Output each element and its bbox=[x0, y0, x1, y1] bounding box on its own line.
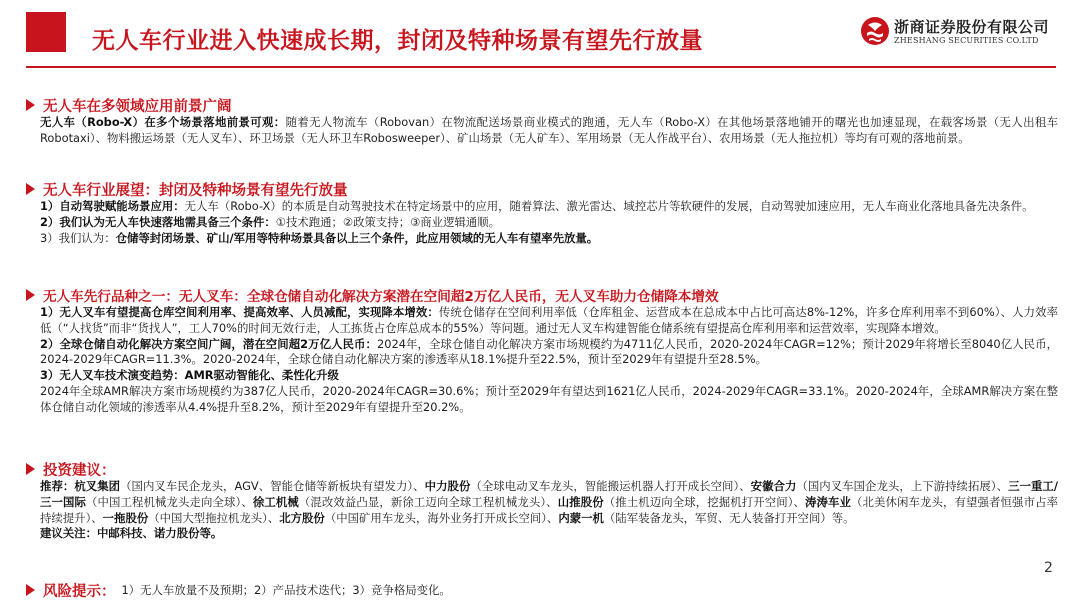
paragraph: 1）自动驾驶赋能场景应用：无人车（Robo-X）的本质是自动驾驶技术在特定场景中的应用，随着算法、激光雷达、域控芯片等软硬件的发展，自动驾驶加速应用，无人车商业化落地具备先决条件。 bbox=[40, 199, 1034, 213]
section-unmanned-forklift bbox=[24, 285, 1064, 416]
paragraph: 2）我们认为无人车快速落地需具备三个条件：①技术跑通；②政策支持；③商业逻辑通顺。 bbox=[40, 214, 501, 229]
section-risk-warning bbox=[24, 580, 1064, 600]
company-logo bbox=[860, 14, 1060, 52]
section-heading: 无人车先行品种之一：无人叉车：全球仓储自动化解决方案潜在空间超2万亿人民币，无人叉车助力仓储降本增效 bbox=[24, 285, 1064, 305]
paragraph-watchlist: 建议关注：中邮科技、诺力股份等。 bbox=[40, 526, 223, 541]
paragraph: 2024年全球AMR解决方案市场规模约为387亿人民币，2020-2024年CAGR=30.6%；预计至2029年有望达到1621亿人民币，2024-2029年CAGR=33.1%。2020-2024年，全球AMR解决方案在整体仓储自动化领域的渗透率从4.4%提升至8.2%，预计至2029年有望提升至20.2%。 bbox=[40, 383, 1058, 414]
paragraph: 3）无人叉车技术演变趋势：AMR驱动智能化、柔性化升级 bbox=[40, 368, 339, 383]
paragraph: 无人车（Robo-X）在多个场景落地前景可观：随着无人物流车（Robovan）在物流配送场景商业模式的跑通，无人车（Robo-X）在其他场景落地铺开的曙光也加速显现，在载客场景（无人出租车Robotaxi）、物料搬运场景（无人叉车）、环卫场景（无人环卫车Robosweeper）、矿山场景（无人矿车）、军用场景（无人作战平台）、农用场景（无人拖拉机）等均有可观的落地前景。 bbox=[40, 115, 1058, 145]
bullet-arrow-icon bbox=[26, 183, 35, 195]
section-heading: 风险提示： 1）无人车放量不及预期；2）产品技术迭代；3）竞争格局变化。 bbox=[24, 580, 1064, 600]
logo-company-name-en: ZHESHANG SECURITIES CO.LTD bbox=[894, 36, 1039, 45]
section-heading: 无人车在多领域应用前景广阔 bbox=[24, 95, 1064, 115]
title-accent-block bbox=[26, 12, 66, 52]
section-application-prospects bbox=[24, 95, 1064, 147]
paragraph: 2）全球仓储自动化解决方案空间广阔，潜在空间超2万亿人民币：2024年，全球仓储自动化解决方案市场规模约为4711亿人民币，2020-2024年CAGR=12%；预计2029年将增长至8040亿人民币，2024-2029年CAGR=11.3%。2020-2024年，全球仓储自动化解决方案的渗透率从18.1%提升至22.5%，预计至2029年有望提升至28.5%。 bbox=[40, 336, 1058, 367]
zheshang-emblem-icon bbox=[860, 16, 890, 46]
paragraph-recommendations: 推荐：杭叉集团（国内叉车民企龙头，AGV、智能仓储等新板块有望发力）、中力股份（全球电动叉车龙头，智能搬运机器人打开成长空间）、安徽合力（国内叉车国企龙头，上下游持续拓展）、三一重工/三一国际（中国工程机械龙头走向全球）、徐工机械（混改效益凸显，新徐工迈向全球工程机械龙头）、山推股份（推土机迈向全球，挖掘机打开空间）、涛涛车业（北美休闲车龙头，有望强者恒强市占率持续提升）、一拖股份（中国大型拖拉机龙头）、北方股份（中国矿用车龙头，海外业务打开成长空间）、内蒙一机（陆军装备龙头，军贸、无人装备打开空间）等。 bbox=[40, 479, 1058, 525]
risk-text: 1）无人车放量不及预期；2）产品技术迭代；3）竞争格局变化。 bbox=[121, 583, 451, 597]
page-number: 2 bbox=[1044, 560, 1053, 576]
section-industry-outlook bbox=[24, 179, 1064, 246]
paragraph: 1）无人叉车有望提高仓库空间利用率、提高效率、人员减配，实现降本增效：传统仓储存在空间利用率低（仓库租金、运营成本在总成本中占比可高达8%-12%，许多仓库利用率不到60%）、人力效率低（“人找货”而非“货找人”，工人70%的时间无效行走，人工拣货占仓库总成本的55%）等问题。通过无人叉车构建智能仓储系统有望提高仓库利用率和运营效率，实现降本增效。 bbox=[40, 305, 1058, 335]
bullet-arrow-icon bbox=[26, 584, 35, 596]
section-heading: 投资建议： bbox=[24, 459, 1064, 479]
section-heading: 无人车行业展望：封闭及特种场景有望先行放量 bbox=[24, 179, 1064, 199]
page-title: 无人车行业进入快速成长期，封闭及特种场景有望先行放量 bbox=[92, 28, 703, 54]
logo-company-name: 浙商证券股份有限公司 bbox=[894, 18, 1050, 36]
bullet-arrow-icon bbox=[26, 289, 35, 301]
title-divider bbox=[26, 66, 1056, 68]
bullet-arrow-icon bbox=[26, 99, 35, 111]
bullet-arrow-icon bbox=[26, 463, 35, 475]
paragraph: 3）我们认为：仓储等封闭场景、矿山/军用等特种场景具备以上三个条件，此应用领域的无人车有望率先放量。 bbox=[40, 230, 599, 245]
section-investment-advice bbox=[24, 459, 1064, 542]
